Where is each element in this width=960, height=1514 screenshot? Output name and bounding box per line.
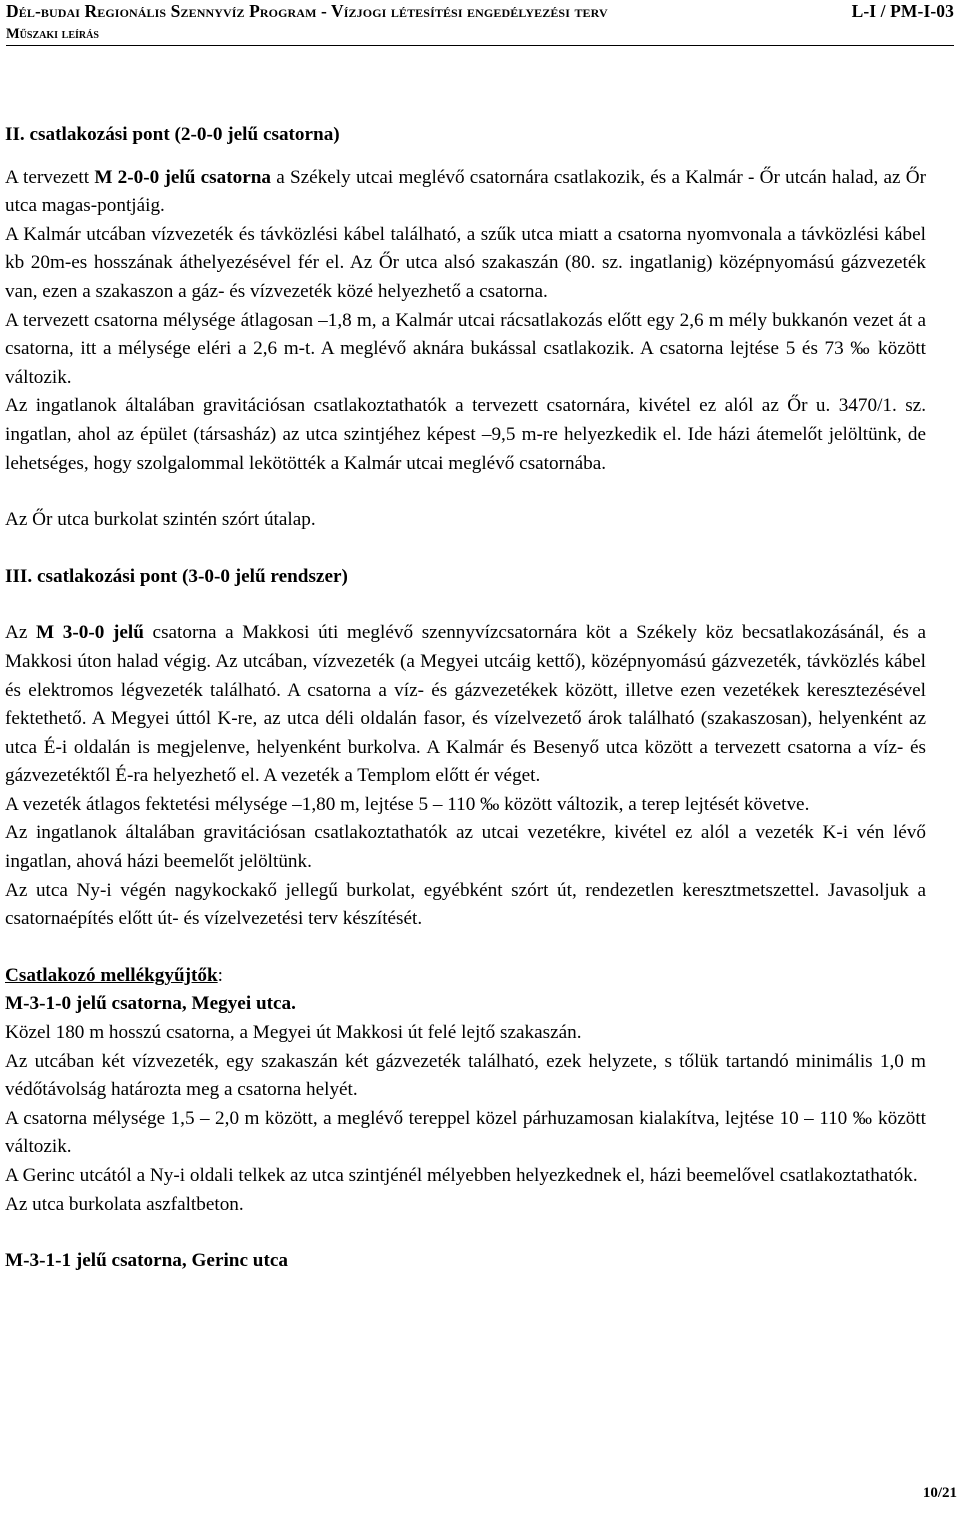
text-run: a Székely utcai meglévő csatornára csatlakozik, és a Kalmár - Őr utcán halad, az Őr utca magas-pontjáig. (5, 166, 926, 217)
section-3-paragraph-2: A vezeték átlagos fektetési mélysége –1,80 m, lejtése 5 – 110 ‰ között változik, a terep lejtését követve. (5, 793, 810, 815)
collector-1-paragraph-2: Az utcában két vízvezeték, egy szakaszán két gázvezeték található, ezek helyzete, s tőlük tartandó minimális 1,0 m védőtávolság határozta meg a csatorna helyét. (5, 1050, 926, 1101)
document-title: Dél-budai Regionális Szennyvíz Program - Vízjogi létesítési engedélyezési terv (6, 1, 608, 21)
section-2-paragraph-1 (5, 164, 926, 221)
section-2-paragraph-3: A tervezett csatorna mélysége átlagosan –1,8 m, a Kalmár utcai rácsatlakozás előtt egy 2,6 m mély bukkanón vezet át a csatorna, itt a mélysége eléri a 2,6 m-t. A meglévő aknára bukással csatlakozik. A csatorna lejtése 5 és 73 ‰ között változik. (5, 309, 926, 388)
header-row (6, 0, 954, 23)
section-2-paragraph-4: Az ingatlanok általában gravitációsan csatlakoztathatók a tervezett csatornára, kivétel ez alól az Őr u. 3470/1. sz. ingatlan, ahol az épület (társasház) az utca szintjéhez képest –9,5 m-re helyezkedik el. Ide házi átemelőt jelöltünk, de lehetséges, hogy szolgalommal lekötötték a Kalmár utcai meglévő csatornába. (5, 395, 926, 474)
text-run: Az (5, 622, 37, 644)
document-subtitle: Műszaki leírás (6, 26, 99, 42)
text-run: A tervezett (5, 166, 95, 188)
collector-1-paragraph-3: A csatorna mélysége 1,5 – 2,0 m között, a meglévő tereppel közel párhuzamosan kialakítva, lejtése 10 – 110 ‰ között változik. (5, 1107, 926, 1158)
collector-1-paragraph-5: Az utca burkolata aszfaltbeton. (5, 1193, 244, 1215)
section-3-paragraph-1 (5, 619, 926, 791)
collector-1-paragraph-1: Közel 180 m hosszú csatorna, a Megyei út Makkosi út felé lejtő szakaszán. (5, 1022, 582, 1044)
document-body (5, 121, 926, 1276)
document-code: L-I / PM-I-03 (851, 1, 954, 21)
channel-name-bold: M 2-0-0 jelű csatorna (94, 166, 271, 188)
header-divider (6, 45, 954, 46)
collectors-heading-colon: : (217, 964, 223, 986)
section-2-heading: II. csatlakozási pont (2-0-0 jelű csatorna) (5, 124, 340, 145)
section-3-heading: III. csatlakozási pont (3-0-0 jelű rendszer) (5, 565, 348, 587)
section-2-paragraph-2: A Kalmár utcában vízvezeték és távközlési kábel található, a szűk utca miatt a csatorna nyomvonala a távközlési kábel kb 20m-es hosszának áthelyezésével fér el. Az Őr utca alsó szakaszán (80. sz. ingatlanig) középnyomású gázvezeték van, ezen a szakaszon a gáz- és vízvezeték közé helyezhető a csatorna. (5, 223, 926, 302)
page-number: 10/21 (922, 1485, 957, 1501)
text-run: csatorna a Makkosi úti meglévő szennyvízcsatornára köt a Székely köz becsatlakozásánál, és a Makkosi úton halad végig. Az utcában, vízvezeték (a Megyei utcáig kettő), középnyomású gázvezeték, távközlés kábel és elektromos légvezeték található. A csatorna a víz- és gázvezetékek között, illetve ezen vezetékek keresztezésével fektethető. A Megyei úttól K-re, az utca déli oldalán fasor, és vízelvezető árok található (szakaszosan), helyenként az utca É-i oldalán is megjelenve, helyenként burkolva. A Kalmár és Besenyő utca között a tervezett csatorna a víz- és gázvezetéktől É-ra helyezhető el. A vezeték a Templom előtt ér véget. (5, 622, 926, 787)
section-2-paragraph-5: Az Őr utca burkolat szintén szórt útalap. (5, 509, 316, 531)
collector-1-heading: M-3-1-0 jelű csatorna, Megyei utca. (5, 993, 296, 1015)
collector-1-paragraph-4: A Gerinc utcától a Ny-i oldali telkek az utca szintjénél mélyebben helyezkednek el, házi beemelővel csatlakoztathatók. (5, 1165, 918, 1186)
collectors-heading (5, 962, 926, 991)
section-3-paragraph-3: Az ingatlanok általában gravitációsan csatlakoztathatók az utcai vezetékre, kivétel ez alól a vezeték K-i vén lévő ingatlan, ahová házi beemelőt jelöltünk. (5, 822, 926, 873)
section-3-paragraph-4: Az utca Ny-i végén nagykockakő jellegű burkolat, egyébként szórt út, rendezetlen keresztmetszettel. Javasoljuk a csatornaépítés előtt út- és vízelvezetési terv készítését. (5, 879, 926, 930)
collectors-heading-text: Csatlakozó mellékgyűjtők (5, 964, 218, 986)
channel-name-bold: M 3-0-0 jelű (36, 622, 144, 644)
page-header (6, 0, 954, 46)
collector-2-heading: M-3-1-1 jelű csatorna, Gerinc utca (5, 1250, 288, 1272)
